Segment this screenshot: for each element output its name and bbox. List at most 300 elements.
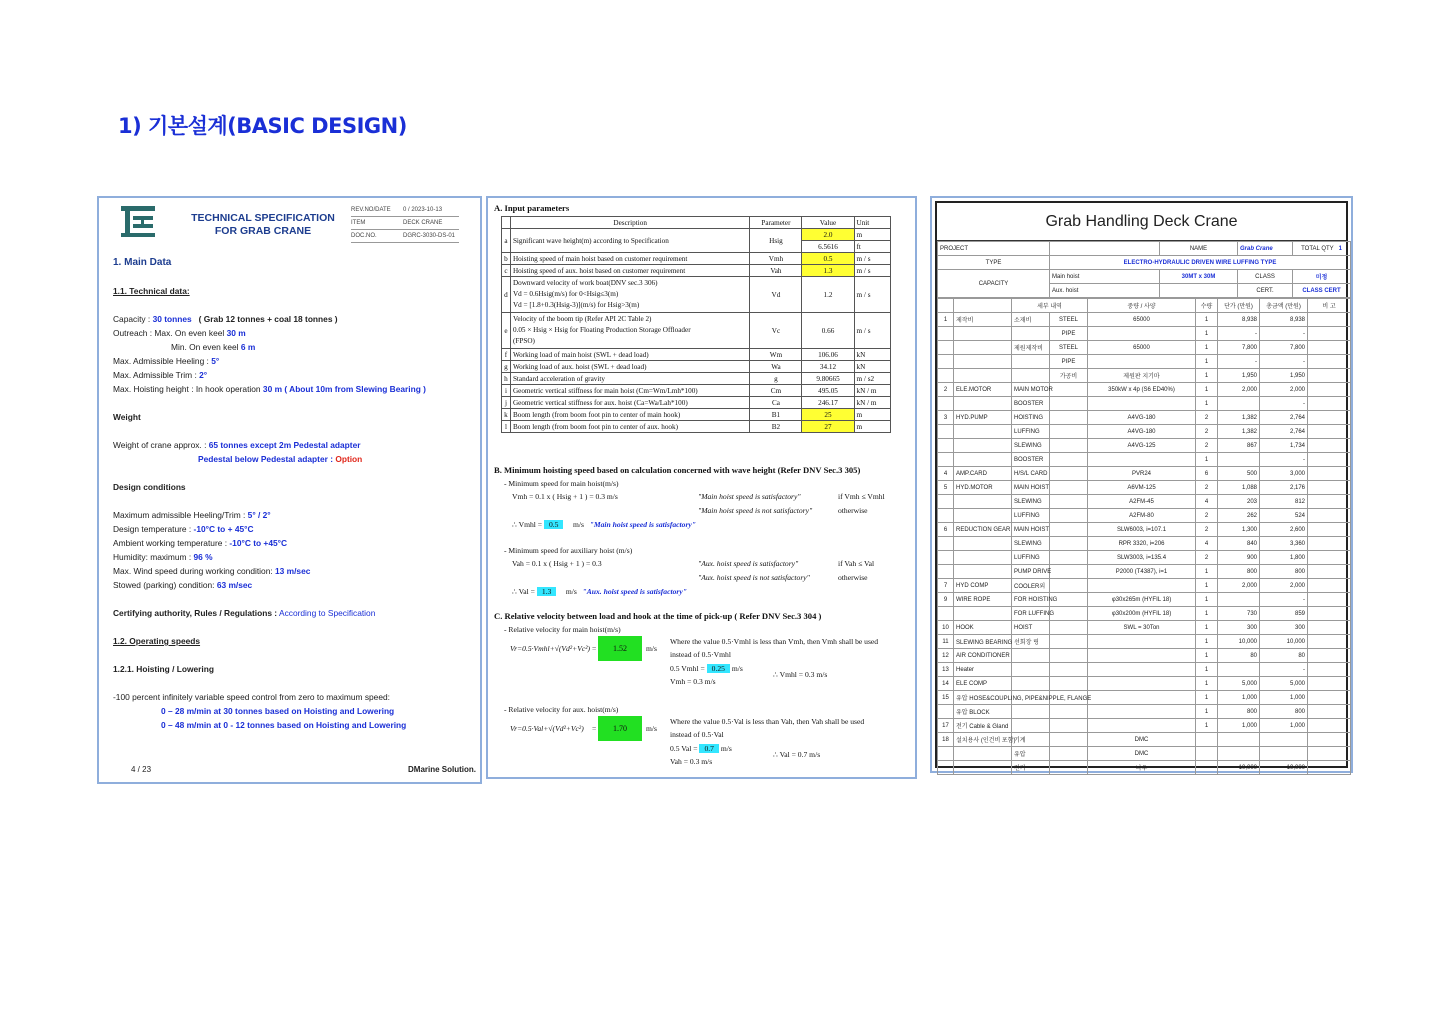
calc-text: Vah = 0.3 m/s	[670, 757, 713, 766]
cell-remark	[1308, 705, 1351, 719]
calc-text: instead of 0.5·Val	[670, 730, 724, 739]
cell-subsub	[1050, 747, 1088, 761]
calc-text: if Vmh ≤ Vmhl	[838, 492, 885, 501]
calc-text: "Aux. hoist speed is not satisfactory"	[698, 573, 810, 582]
cell-unit: 5,000	[1218, 677, 1260, 691]
cell-subsub	[1050, 537, 1088, 551]
cell-subsub	[1050, 453, 1088, 467]
table-row	[938, 537, 1351, 551]
cell-spec	[1088, 327, 1196, 341]
page-footer	[131, 765, 476, 774]
cell-subsub	[1050, 649, 1088, 663]
cell-qty: 1	[1196, 635, 1218, 649]
cell-no	[938, 439, 954, 453]
cell-qty: 1	[1196, 369, 1218, 383]
cell-no	[938, 565, 954, 579]
cost-sheet-title: Grab Handling Deck Crane	[937, 203, 1346, 241]
cell-no: 14	[938, 677, 954, 691]
main-relative-velocity-value: 1.52	[598, 636, 642, 661]
cell-total: 3,360	[1260, 537, 1308, 551]
cell-remark	[1308, 537, 1351, 551]
cell-remark	[1308, 481, 1351, 495]
aux-relative-velocity-value: 1.70	[598, 716, 642, 741]
calc-text: "Aux. hoist speed is satisfactory"	[698, 559, 799, 568]
design-line: Design temperature : -10°C to + 45°C	[113, 524, 254, 534]
cell-total: 812	[1260, 495, 1308, 509]
cell-sub: 소재비	[1012, 313, 1050, 327]
cell-sub	[1012, 327, 1050, 341]
table-row: f Working load of main hoist (SWL + dead load) Wm 106.06 kN	[502, 349, 891, 361]
table-row	[938, 579, 1351, 593]
cell-qty: 1	[1196, 579, 1218, 593]
cell-subsub	[1050, 579, 1088, 593]
cell-unit: 1,382	[1218, 411, 1260, 425]
cell-spec: RPR 3320, i=206	[1088, 537, 1196, 551]
weight-heading: Weight	[113, 412, 141, 422]
cell-remark	[1308, 565, 1351, 579]
capacity-line: Capacity : 30 tonnes ( Grab 12 tonnes + coal 18 tonnes )	[113, 314, 338, 324]
hoisting-lowering-heading: 1.2.1. Hoisting / Lowering	[113, 664, 214, 674]
cell-item	[954, 327, 1012, 341]
table-row	[938, 453, 1351, 467]
cell-sub	[1012, 677, 1050, 691]
cell-sub	[1012, 663, 1050, 677]
cell-total: -	[1260, 663, 1308, 677]
calc-text: "Main hoist speed is not satisfactory"	[698, 506, 813, 515]
cell-unit: 867	[1218, 439, 1260, 453]
cell-item	[954, 495, 1012, 509]
table-row: k Boom length (from boom foot pin to center of main hook) B1 25 m	[502, 409, 891, 421]
cell-unit: 262	[1218, 509, 1260, 523]
cell-unit: 1,000	[1218, 691, 1260, 705]
cell-qty: 4	[1196, 537, 1218, 551]
cell-item: HYD COMP	[954, 579, 1012, 593]
cell-unit: 10,000	[1218, 761, 1260, 775]
cell-remark	[1308, 523, 1351, 537]
cell-sub: MAIN HOIST	[1012, 523, 1050, 537]
cell-remark	[1308, 383, 1351, 397]
cell-total: 1,950	[1260, 369, 1308, 383]
table-row	[938, 313, 1351, 327]
cell-remark	[1308, 467, 1351, 481]
cell-remark	[1308, 397, 1351, 411]
cell-qty: 1	[1196, 663, 1218, 677]
cell-item	[954, 369, 1012, 383]
cell-qty: 2	[1196, 523, 1218, 537]
cell-unit: 1,300	[1218, 523, 1260, 537]
cell-subsub	[1050, 495, 1088, 509]
cell-qty: 6	[1196, 467, 1218, 481]
cell-item: 전기 Cable & Gland	[954, 719, 1012, 733]
cell-item	[954, 397, 1012, 411]
cell-total: 800	[1260, 705, 1308, 719]
cell-no	[938, 397, 954, 411]
cell-sub: LUFFING	[1012, 425, 1050, 439]
cell-unit	[1218, 747, 1260, 761]
cell-spec	[1088, 663, 1196, 677]
cell-sub: FOR HOISTING	[1012, 593, 1050, 607]
calculation-sheet	[486, 196, 917, 779]
cell-spec	[1088, 453, 1196, 467]
crane-logo-icon	[119, 204, 157, 238]
design-line: Max. Wind speed during working condition: 13 m/sec	[113, 566, 311, 576]
cell-item: AIR CONDITIONER	[954, 649, 1012, 663]
cell-no: 6	[938, 523, 954, 537]
cell-item	[954, 551, 1012, 565]
table-row	[938, 355, 1351, 369]
cell-qty: 2	[1196, 411, 1218, 425]
cell-unit: 2,000	[1218, 383, 1260, 397]
cell-no	[938, 341, 954, 355]
calc-text: =	[592, 644, 597, 653]
cell-remark	[1308, 677, 1351, 691]
cell-no	[938, 705, 954, 719]
table-row: a Significant wave height(m) according to Specification Hsig 2.0 m	[502, 229, 891, 241]
cell-total: 10,000	[1260, 635, 1308, 649]
cell-unit	[1218, 663, 1260, 677]
cell-unit: 900	[1218, 551, 1260, 565]
cell-sub: SLEWING	[1012, 495, 1050, 509]
cell-spec: A4VG-125	[1088, 439, 1196, 453]
cell-subsub	[1050, 621, 1088, 635]
calc-equation: Vah = 0.1 x ( Hsig + 1 ) = 0.3	[512, 559, 602, 568]
table-row	[938, 747, 1351, 761]
table-row	[938, 719, 1351, 733]
table-row: TYPE ELECTRO-HYDRAULIC DRIVEN WIRE LUFFING TYPE	[938, 256, 1351, 270]
calc-text: otherwise	[838, 573, 868, 582]
cell-qty: 1	[1196, 355, 1218, 369]
cell-qty: 1	[1196, 397, 1218, 411]
cell-spec: 65000	[1088, 313, 1196, 327]
cell-remark	[1308, 425, 1351, 439]
cell-spec: A6VM-125	[1088, 481, 1196, 495]
cell-item: AMP.CARD	[954, 467, 1012, 481]
cell-item	[954, 607, 1012, 621]
cell-no: 4	[938, 467, 954, 481]
cell-no	[938, 495, 954, 509]
calc-text: Vmh = 0.3 m/s	[670, 677, 716, 686]
table-row	[938, 607, 1351, 621]
page-number: 4 / 23	[131, 765, 152, 774]
cell-total: -	[1260, 327, 1308, 341]
cell-sub: FOR LUFFING	[1012, 607, 1050, 621]
table-row	[938, 677, 1351, 691]
technical-spec-page	[97, 196, 482, 784]
cell-unit: 500	[1218, 467, 1260, 481]
cell-spec	[1088, 355, 1196, 369]
cell-total: 80	[1260, 649, 1308, 663]
cell-remark	[1308, 663, 1351, 677]
cell-total: -	[1260, 593, 1308, 607]
calc-result: ∴ Vmhl = 0.3 m/s	[773, 670, 828, 679]
cell-sub: SLEWING	[1012, 439, 1050, 453]
cell-spec	[1088, 579, 1196, 593]
cell-unit: 840	[1218, 537, 1260, 551]
cell-qty: 1	[1196, 453, 1218, 467]
cell-subsub	[1050, 481, 1088, 495]
table-header-row: Description Parameter Value Unit	[502, 217, 891, 229]
cell-sub: 유압	[1012, 747, 1050, 761]
outreach-max-line: Outreach : Max. On even keel 30 m	[113, 328, 246, 338]
calc-text: - Minimum speed for main hoist(m/s)	[504, 479, 619, 488]
cell-no: 18	[938, 733, 954, 747]
table-row: l Boom length (from boom foot pin to center of aux. hook) B2 27 m	[502, 421, 891, 433]
calc-text: otherwise	[838, 506, 868, 515]
cell-spec	[1088, 649, 1196, 663]
cell-total: 2,176	[1260, 481, 1308, 495]
cell-remark	[1308, 327, 1351, 341]
cell-item: 설치용사 (인건비 포함)	[954, 733, 1012, 747]
cell-no: 10	[938, 621, 954, 635]
relative-velocity-heading: C. Relative velocity between load and hook at the time of pick-up ( Refer DNV Sec.3 304 )	[494, 611, 822, 621]
table-row	[938, 341, 1351, 355]
cell-total: 3,000	[1260, 467, 1308, 481]
cell-remark	[1308, 495, 1351, 509]
cell-subsub: PIPE	[1050, 355, 1088, 369]
meta-row: REV.NO/DATE 0 / 2023-10-13	[351, 204, 459, 217]
meta-row: DOC.NO. DGRC-3030-DS-01	[351, 230, 459, 243]
cell-item: WIRE ROPE	[954, 593, 1012, 607]
cell-unit	[1218, 593, 1260, 607]
design-conditions-heading: Design conditions	[113, 482, 186, 492]
cell-qty: 2	[1196, 509, 1218, 523]
cell-qty: 1	[1196, 607, 1218, 621]
table-row	[938, 551, 1351, 565]
cell-sub: 제원제작비	[1012, 341, 1050, 355]
speed-control-line: -100 percent infinitely variable speed control from zero to maximum speed:	[113, 692, 390, 702]
cell-unit: 800	[1218, 705, 1260, 719]
table-row	[938, 691, 1351, 705]
cell-unit: 203	[1218, 495, 1260, 509]
cell-subsub: STEEL	[1050, 341, 1088, 355]
cell-no: 1	[938, 313, 954, 327]
trim-line: Max. Admissible Trim : 2°	[113, 370, 208, 380]
cell-qty: 1	[1196, 383, 1218, 397]
calc-text: Where the value 0.5·Val is less than Vah, then Vah shall be used	[670, 717, 865, 726]
cell-subsub	[1050, 761, 1088, 775]
cost-sheet-frame	[935, 201, 1348, 772]
table-row	[938, 705, 1351, 719]
cell-unit	[1218, 453, 1260, 467]
cell-qty: 1	[1196, 565, 1218, 579]
cell-sub: BOOSTER	[1012, 397, 1050, 411]
cell-item	[954, 761, 1012, 775]
cell-spec: P2000 (T4387), i=1	[1088, 565, 1196, 579]
cell-unit	[1218, 733, 1260, 747]
table-row	[938, 495, 1351, 509]
cell-no	[938, 369, 954, 383]
cell-spec: A2FM-80	[1088, 509, 1196, 523]
cell-qty	[1196, 761, 1218, 775]
cost-breakdown-sheet	[930, 196, 1353, 773]
cell-spec: SLW6003, i=107.1	[1088, 523, 1196, 537]
table-row	[938, 369, 1351, 383]
doc-meta-table	[351, 204, 459, 243]
spec-body	[113, 256, 473, 732]
calc-text: instead of 0.5·Vmhl	[670, 650, 731, 659]
cell-item: 유압 HOSE&COUPLING, PIPE&NIPPLE, FLANGE	[954, 691, 1012, 705]
cell-remark	[1308, 313, 1351, 327]
cell-subsub	[1050, 509, 1088, 523]
technical-data-heading: 1.1. Technical data:	[113, 286, 190, 296]
calc-text: if Vah ≤ Val	[838, 559, 875, 568]
table-row: i Geometric vertical stiffness for main hoist (Cm=Wm/Lmh*100) Cm 495.05 kN / m	[502, 385, 891, 397]
main-data-heading: 1. Main Data	[113, 257, 172, 268]
cell-qty: 1	[1196, 327, 1218, 341]
cell-remark	[1308, 621, 1351, 635]
calc-equation: Vmh = 0.1 x ( Hsig + 1 ) = 0.3 m/s	[512, 492, 618, 501]
design-line: Humidity: maximum : 96 %	[113, 552, 213, 562]
cell-remark	[1308, 341, 1351, 355]
cell-no: 3	[938, 411, 954, 425]
cell-total: 300	[1260, 621, 1308, 635]
input-parameters-table	[501, 216, 891, 433]
cell-item: ELE.MOTOR	[954, 383, 1012, 397]
cell-item: ELE COMP	[954, 677, 1012, 691]
cell-unit	[1218, 397, 1260, 411]
cell-remark	[1308, 439, 1351, 453]
certifying-line: Certifying authority, Rules / Regulations : According to Specification	[113, 608, 376, 618]
cell-qty: 1	[1196, 691, 1218, 705]
cost-items-table	[937, 298, 1351, 775]
cell-qty: 1	[1196, 649, 1218, 663]
cell-no	[938, 425, 954, 439]
cell-total: 1,000	[1260, 691, 1308, 705]
table-row: c Hoisting speed of aux. hoist based on customer requirement Vah 1.3 m / s	[502, 265, 891, 277]
cell-item: 유압 BLOCK	[954, 705, 1012, 719]
cell-remark	[1308, 453, 1351, 467]
calc-result: ∴ Vmhl = 0.5 m/s "Main hoist speed is satisfactory"	[512, 520, 696, 529]
cell-sub	[1012, 355, 1050, 369]
calc-text: - Relative velocity for main hoist(m/s)	[504, 625, 621, 634]
cell-total: 2,600	[1260, 523, 1308, 537]
cell-sub: HOISTING	[1012, 411, 1050, 425]
cell-no	[938, 327, 954, 341]
table-row	[938, 425, 1351, 439]
cell-qty: 2	[1196, 481, 1218, 495]
table-row	[938, 649, 1351, 663]
table-row: d Downward velocity of work boat(DNV sec.3 306) Vd = 0.6Hsig(m/s) for 0<Hsig≤3(m) Vd = [1.8+0.3(Hsig-3)](m/s) for Hsig>3(m) Vd 1.2 m / s	[502, 277, 891, 313]
cell-remark	[1308, 593, 1351, 607]
cell-qty: 1	[1196, 621, 1218, 635]
cell-sub: H/S/L CARD	[1012, 467, 1050, 481]
cell-remark	[1308, 579, 1351, 593]
cell-remark	[1308, 369, 1351, 383]
cell-spec	[1088, 397, 1196, 411]
pedestal-line: Pedestal below Pedestal adapter : Option	[198, 454, 363, 464]
cell-spec	[1088, 705, 1196, 719]
cell-subsub	[1050, 523, 1088, 537]
cell-item	[954, 509, 1012, 523]
outreach-min-line: Min. On even keel 6 m	[171, 342, 256, 352]
cell-unit: -	[1218, 355, 1260, 369]
calc-text: "Main hoist speed is satisfactory"	[698, 492, 801, 501]
table-row: e Velocity of the boom tip (Refer API 2C Table 2) 0.05 × Hsig × Hsig for Floating Production Storage Offloader (FPSO) Vc 0.66 m / s	[502, 313, 891, 349]
cell-spec: DMC	[1088, 733, 1196, 747]
cell-no	[938, 607, 954, 621]
cell-total: 2,000	[1260, 383, 1308, 397]
cell-total: -	[1260, 397, 1308, 411]
cell-spec: PVR24	[1088, 467, 1196, 481]
cell-subsub	[1050, 383, 1088, 397]
cell-no	[938, 761, 954, 775]
table-row: Aux. hoist CERT. CLASS CERT	[938, 284, 1351, 298]
cell-subsub	[1050, 719, 1088, 733]
cell-item	[954, 565, 1012, 579]
table-row: CAPACITY Main hoist 30MT x 30M CLASS 미정	[938, 270, 1351, 284]
cell-unit: 1,000	[1218, 719, 1260, 733]
cell-unit: 1,382	[1218, 425, 1260, 439]
cell-spec: SWL = 30Ton	[1088, 621, 1196, 635]
cell-spec	[1088, 691, 1196, 705]
table-row	[938, 593, 1351, 607]
cell-qty: 1	[1196, 719, 1218, 733]
table-row	[938, 565, 1351, 579]
table-row	[938, 761, 1351, 775]
cell-total: 7,800	[1260, 341, 1308, 355]
cell-sub	[1012, 649, 1050, 663]
cell-sub: COOLER외	[1012, 579, 1050, 593]
cell-sub: 전기	[1012, 761, 1050, 775]
table-row: PROJECT NAME Grab Crane TOTAL QTY 1	[938, 242, 1351, 256]
cell-spec: 350kW x 4p (S6 ED40%)	[1088, 383, 1196, 397]
cell-qty: 1	[1196, 593, 1218, 607]
table-row	[938, 383, 1351, 397]
cell-no: 7	[938, 579, 954, 593]
cell-subsub: 가공비	[1050, 369, 1088, 383]
cell-item: HYD.MOTOR	[954, 481, 1012, 495]
spec-title: TECHNICAL SPECIFICATION FOR GRAB CRANE	[191, 212, 335, 237]
calc-text: =	[592, 724, 597, 733]
cell-item: 제작비	[954, 313, 1012, 327]
table-row: j Geometric vertical stiffness for aux. hoist (Ca=Wa/Lah*100) Ca 246.17 kN / m	[502, 397, 891, 409]
cell-spec: SLW3003, i=135.4	[1088, 551, 1196, 565]
calc-text: 0.5 Vmhl = 0.25 m/s	[670, 664, 743, 673]
table-row	[938, 509, 1351, 523]
table-row	[938, 481, 1351, 495]
cell-no: 13	[938, 663, 954, 677]
cell-subsub	[1050, 733, 1088, 747]
cell-spec: φ30x200m (HYFIL 18)	[1088, 607, 1196, 621]
cell-unit: 80	[1218, 649, 1260, 663]
cell-unit: 7,800	[1218, 341, 1260, 355]
cell-subsub	[1050, 565, 1088, 579]
cell-remark	[1308, 355, 1351, 369]
cell-total: 8,938	[1260, 313, 1308, 327]
cell-spec	[1088, 635, 1196, 649]
calc-text: - Relative velocity for aux. hoist(m/s)	[504, 705, 619, 714]
calc-text: - Minimum speed for auxiliary hoist (m/s)	[504, 546, 633, 555]
table-row: g Working load of aux. hoist (SWL + dead load) Wa 34.12 kN	[502, 361, 891, 373]
cell-total: 1,000	[1260, 719, 1308, 733]
cell-total: -	[1260, 355, 1308, 369]
cell-item: HOOK	[954, 621, 1012, 635]
cell-item: HYD.PUMP	[954, 411, 1012, 425]
calc-unit: m/s	[646, 724, 657, 733]
calc-result: ∴ Val = 1.3 m/s "Aux. hoist speed is satisfactory"	[512, 587, 687, 596]
calc-formula: Vr=0.5·Val+√(Vd²+Vc²)	[510, 724, 584, 733]
table-row	[938, 439, 1351, 453]
cell-unit: 2,000	[1218, 579, 1260, 593]
cell-unit: 730	[1218, 607, 1260, 621]
cell-item: REDUCTION GEAR	[954, 523, 1012, 537]
cell-total: 859	[1260, 607, 1308, 621]
cell-no	[938, 747, 954, 761]
cell-subsub	[1050, 705, 1088, 719]
cell-remark	[1308, 411, 1351, 425]
cell-remark	[1308, 509, 1351, 523]
table-row	[938, 621, 1351, 635]
